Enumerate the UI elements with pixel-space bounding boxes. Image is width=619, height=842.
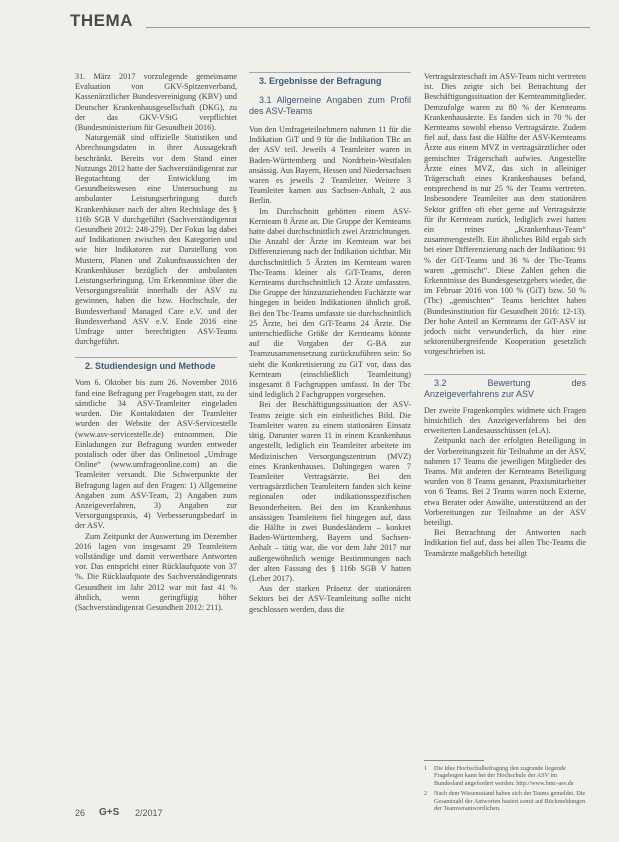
page-number: 26 [75,808,86,818]
footnote-rule [424,760,484,761]
page-footer [75,808,585,822]
text-column-2 [249,72,411,615]
footnote-text: Nach dem Wissensstand haben sich der Teams gemeldet. Die Gesamtzahl der Antworten basiert somit auf Rückmeldungen der Teamverantwortlichen. [434,790,586,813]
subsection-heading: 3.1 Allgemeine Angaben zum Profil des ASV-Teams [249,95,411,116]
paragraph: Zum Zeitpunkt der Auswertung im Dezember 2016 lagen von insgesamt 29 Teamleitern vollständige und damit verwertbare Antworten vor. Das entspricht einer Rücklaufquote von 37 %. Die Rücklaufquote des Sachverständigenrats Gesundheit im Jahr 2012 war mit fast 41 % ähnlich, wenn geringfügig höher (Sachverständigenrat Gesundheit 2012: 211). [75,531,237,612]
paragraph: Bei Betrachtung der Antworten nach Indikation fiel auf, dass bei allen Tbc-Teams die Teamärzte maßgeblich beteiligt [424,528,586,558]
footnote [424,765,586,787]
paragraph: Naturgemäß sind offizielle Statistiken und Abrechnungsdaten in ihrer Aussagekraft beschränkt. Bereits vor dem Stand einer Nutzungs 2012 hatte der Sachverständigenrat zur Begutachtung der Entwicklung im Gesundheitswesen eine Untersuchung zu ambulanter Leistungserbringung durch Krankenhäuser nach der alten Rechtslage des § 116b SGB V durchgeführt (Sachverständigenrat Gesundheit 2012: 248-279). Der Fokus lag dabei auf Indikationen zwischen den Kategorien und wie hier Indikatoren zur Darstellung von Mustern, Planen und Zukunftsaussichten der Krankenhäuser bezüglich der ambulanten Leistungserbringung. Um Erkenntnisse über die Versorgungsrealität innerhalb der ASV zu gewinnen, haben die bzw. Hochschule, der Bundesverband Managed Care e.V. und der Bundesverband ASV e.V. Ende 2016 eine Umfrage unter berechtigten ASV-Teams durchgeführt. [75,133,237,347]
issue-label: 2/2017 [135,808,163,818]
section-heading: 2. Studiendesign und Methode [85,361,216,372]
journal-logo: G+S [99,807,120,818]
paragraph: Von den Umfrageteilnehmern nahmen 11 für die Indikation GiT und 9 für die Indikation TBc an der ASV teil. Jeweils 4 Teamleiter waren in Baden-Württemberg und Nordrhein-Westfalen ansässig. Aus Bayern, Hessen und Niedersachsen waren es jeweils 2 Teamleiter. Weitere 3 Teamleiter kamen aus Sachsen-Anhalt, 2 aus Berlin. [249,125,411,206]
running-header [70,8,590,34]
paragraph: 31. März 2017 vorzulegende gemeinsame Evaluation von GKV-Spitzenverband, Kassenärztlicher Bundesvereinigung (KBV) und Deutscher Krankenhausgesellschaft (DKG), zu der das GKV-VStG verpflichtet (Bundesministerium für Gesundheit 2016). [75,72,237,133]
paragraph: Der zweite Fragenkomplex widmete sich Fragen hinsichtlich des Anzeigeverfahrens bei den erweiterten Landesausschüssen (eLA). [424,405,586,436]
paragraph: Im Durchschnitt gehörten einem ASV-Kernteam 8 Ärzte an. Die Gruppe der Kernteams hatte dabei durchschnittlich zwei Arztrichtungen. Die Anzahl der Ärzte im Kernteam war bei Differenzierung nach der Indikation sichtbar. Mit durchschnittlich 5 Ärzten im Kernteam waren Tbc-Teams kleiner als GiT-Teams, deren Kernteams durchschnittlich 12 Ärzte umfassten. Die Gruppe der hinzuzuziehenden Fachärzte war hingegen in beiden Indikationen ähnlich groß. Bei den Tbc-Teams umfasste sie durchschnittlich 25 Ärzte, bei den GiT-Teams 24 Ärzte. Die unterschiedliche Größe der Kernteams könnte auf die Vorgaben der G-BA zur Teamzusammensetzung zurückzuführen sein: So sieht die Konkretisierung zu GiT vor, dass das Kernteam (einschließlich Teamleitung) insgesamt 8 Fachgruppen umfasst. In der Tbc sind lediglich 2 Fachgruppen vorgesehen. [249,206,411,400]
paragraph: Aus der starken Präsenz der stationären Sektors bei der ASV-Teamleitung sollte nicht geschlossen werden, dass die [249,584,411,614]
text-column-1 [75,72,237,613]
text-column-3 [424,72,586,559]
paragraph: Vertragsärzteschaft im ASV-Team nicht vertreten ist. Dies zeigte sich bei Betrachtung der Beschäftigungssituation der Kernteammitglieder. Demzufolge waren zu 80 % der Kernteams Krankenhausärzte. Es fanden sich in 70 % der Kernteams sowohl ebenso Vertragsärzte. Zudem fiel auf, dass fast die Hälfte der ASV-Kernteams Ärzte aus einem MVZ in vertragsärztlicher oder gemischter Trägerschaft aufwies. Angestellte Ärzte eines MVZ, das sich in alleiniger Trägerschaft eines Krankenhauses befand, entsprechend in nur 25 % der Teams vertreten. Insbesondere Teamleiter aus dem stationären Sektor griffen oft eher gerne auf Vertragsärzte für ihr Kernteam zurück, lediglich zwei hatten ein reines „Krankenhaus-Team“ zusammengestellt. Ein ähnliches Bild ergab sich bei einer Differenzierung nach der Indikation: 91 % der GiT-Teams und 36 % der Tbc-Teams waren „gemischt“. Diese Zahlen gehen die Erkenntnisse des Bundesgesetzgebers wieder, die im Februar 2016 von 100 % (GiT) bzw. 50 % (Tbc) „gemischten“ Teams berichtet haben (Bundesinstitution für Gesundheit 2016: 12-13). Der hohe Anteil an Kernteams der GiT-ASV ist jedoch nicht verwunderlich, da hier eine sektorenübergreifende Kooperation gesetzlich vorgeschrieben ist. [424,72,586,357]
footnote-number: 2 [424,790,428,798]
section-heading: 3. Ergebnisse der Befragung [259,76,382,86]
subsection-heading: 3.2 Bewertung des Anzeigeverfahrens zur ASV [424,377,586,399]
footnote-text: Die Idee Hochschulbefragung den zugrunde liegende Fragebogen kann bei der Hochschule der ASV im Bundesland angefordert werden: http://www.bmc-asv.de [434,765,574,787]
section-title: THEMA [70,11,133,30]
paragraph: Bei der Beschäftigungssituation der ASV-Teams zeigte sich ein einheitliches Bild. Die Teamleiter waren zu einem stationären Einsatz tätig. Darunter waren 11 in einem Krankenhaus angestellt, lediglich ein Teamleiter arbeitete im Medizinischen Versorgungszentrum (MVZ) eines Krankenhauses. Dahingegen waren 7 Teamleiter Vertragsärzte. Bei den vertragsärztlichen Teamleitern fanden sich keine regionalen oder indikationsspezifischen Besonderheiten. Bei den im Krankenhaus ansässigen Teamleitern fiel hingegen auf, dass die Hälfte in zwei Bundesländern – konkret Baden-Württemberg, Bayern und Sachsen-Anhalt – tätig war, die vor dem Jahr 2017 nur außergewöhnlich wenige Bestimmungen nach der alten Fassung des § 116b SGB V hatten (Leber 2017). [249,400,411,583]
paragraph: Zeitpunkt nach der erfolgten Beteiligung in der Vorbereitungszeit für Teilnahme an der ASV, nahmen 17 Teams die jeweiligen Mitglieder des Teams. Mit anderen der Kernteams Beteiligung wurden von 8 Teams genannt, Praxismitarbeiter von 6 Teams. Bei 2 Teams waren noch Externe, etwa Berater oder Anwälte, unterstützend an der Vorbereitungen zur Teilnahme an der ASV beteiligt. [424,436,586,527]
paragraph: Vom 6. Oktober bis zum 26. November 2016 fand eine Befragung per Fragebogen statt, zu der sämtliche 34 ASV-Teamleiter eingeladen wurden. Die Kontaktdaten der Teamleiter wurden der Website der ASV-Servicestelle (www.asv-servicestelle.de) entnommen. Die Einladungen zur Befragung wurden entweder postalisch oder über das Onlinetool „Umfrage Online“ (www.umfrageonline.com) an die Teamleiter versandt. Die Schwerpunkte der Befragung lagen auf den Fragen: 1) Allgemeine Angaben zum ASV-Team, 2) Angaben zum Anzeigeverfahren, 3) Angaben zur Versorgungspraxis, 4) Verbesserungsbedarf in der ASV. [75,378,237,531]
header-rule [146,27,590,28]
footnote-number: 1 [424,765,428,772]
